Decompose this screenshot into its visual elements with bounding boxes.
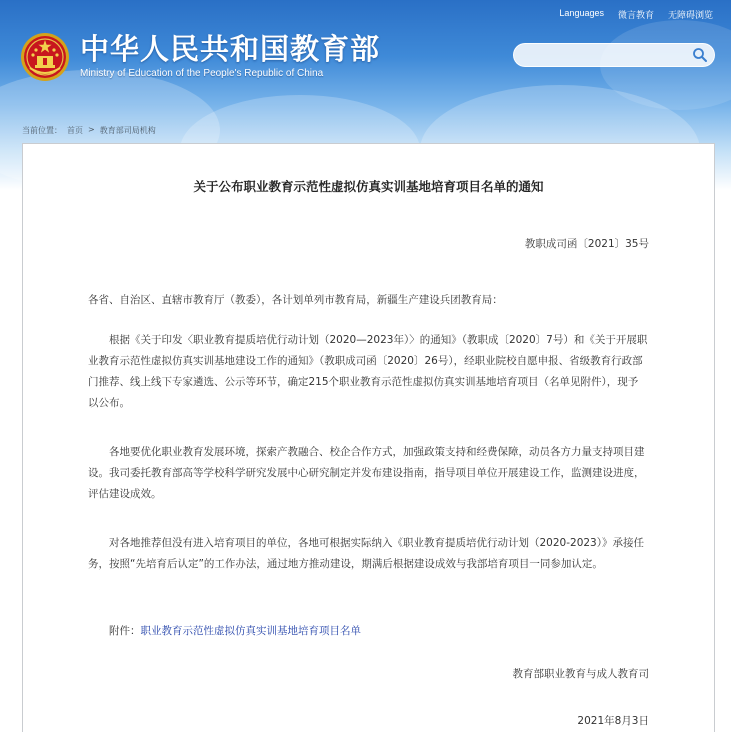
national-emblem-icon[interactable] <box>20 32 70 82</box>
site-title[interactable]: 中华人民共和国教育部 <box>80 32 381 66</box>
accessibility-link[interactable]: 无障碍浏览 <box>667 10 713 20</box>
attachment-link[interactable]: 职业教育示范性虚拟仿真实训基地培育项目名单 <box>140 625 361 637</box>
document-date: 2021年8月3日 <box>577 715 649 727</box>
breadcrumb-separator: > <box>88 125 95 134</box>
document-addressee: 各省、自治区、直辖市教育厅（教委），各计划单列市教育局，新疆生产建设兵团教育局： <box>88 294 503 306</box>
languages-link[interactable]: Languages <box>559 8 604 18</box>
breadcrumb-item-home[interactable]: 首页 <box>67 126 83 135</box>
document-paragraph: 各地要优化职业教育发展环境，探索产教融合、校企合作方式，加强政策支持和经费保障，动员各方力量支持项目建设。我司委托教育部高等学校科学研究发展中心研究制定并发布建设指南，指导项目单位开展建设工作，监测建设进度，评估建设成效。 <box>88 446 645 500</box>
site-subtitle: Ministry of Education of the People's Republic of China <box>80 68 324 79</box>
document-number: 教职成司函〔2021〕35号 <box>524 238 649 250</box>
breadcrumb <box>22 125 156 136</box>
attachment-label: 附件： <box>109 625 141 637</box>
document-paragraph: 根据《关于印发〈职业教育提质培优行动计划（2020—2023年）〉的通知》（教职成〔2020〕7号）和《关于开展职业教育示范性虚拟仿真实训基地建设工作的通知》（教职成司函〔2020〕26号），经职业院校自愿申报、省级教育行政部门推荐、线上线下专家遴选、公示等环节，确定215个职业教育示范性虚拟仿真实训基地培育项目（名单见附件），现予以公布。 <box>88 334 648 409</box>
document-paragraph: 对各地推荐但没有进入培育项目的单位，各地可根据实际纳入《职业教育提质培优行动计划（2020-2023）》承接任务，按照“先培育后认定”的工作办法，通过地方推动建设，期满后根据建设成效与我部培育项目一同参加认定。 <box>88 537 644 570</box>
attachment-line <box>88 621 648 642</box>
document-sign-off: 教育部职业教育与成人教育司 <box>512 668 649 680</box>
top-links <box>559 8 713 21</box>
breadcrumb-label: 当前位置： <box>22 126 62 135</box>
weiyan-jiaoyu-link[interactable]: 微言教育 <box>617 10 654 20</box>
document-title: 关于公布职业教育示范性虚拟仿真实训基地培育项目名单的通知 <box>193 179 544 194</box>
search-input[interactable] <box>513 43 715 67</box>
content-panel <box>22 143 715 732</box>
search-icon[interactable] <box>692 47 708 63</box>
breadcrumb-item-department[interactable]: 教育部司局机构 <box>99 126 156 135</box>
